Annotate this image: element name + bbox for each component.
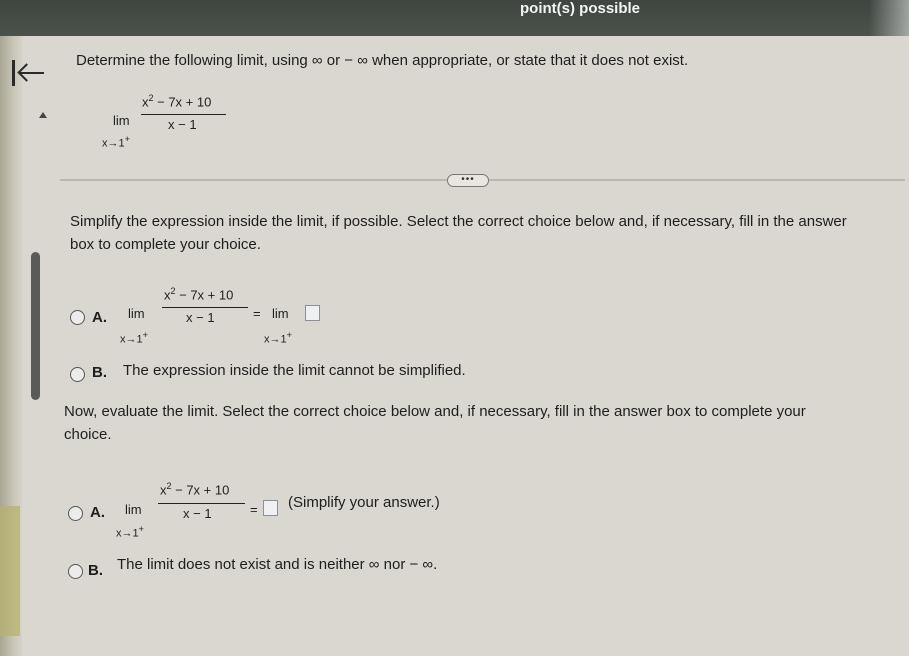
lim-word: lim [128,306,145,321]
lim-word: lim [113,113,130,128]
lim-subscript: x→1+ [102,134,130,150]
fraction-denominator: x − 1 [186,310,215,325]
part2-instruction-line1: Now, evaluate the limit. Select the correct choice below and, if necessary, fill in the answer box to complete your [64,403,806,420]
part1-option-a-radio[interactable] [70,310,85,325]
caret-up-icon[interactable] [39,112,47,118]
more-button[interactable]: ••• [447,174,489,187]
fraction-denominator: x − 1 [168,117,197,132]
part2-option-b-letter: B. [88,562,103,579]
part1-instruction-line2: box to complete your choice. [70,236,261,253]
part1-option-b-letter: B. [92,364,107,381]
part2-answer-box[interactable] [263,500,278,516]
lim-word: lim [125,502,142,517]
part1-answer-box[interactable] [305,305,320,321]
part2-option-a-letter: A. [90,504,105,521]
lim-subscript: x→1+ [116,524,144,540]
question-prompt: Determine the following limit, using ∞ or − ∞ when appropriate, or state that it does not exist. [76,52,689,69]
left-panel-highlight [0,506,20,636]
part2-option-a-radio[interactable] [68,506,83,521]
part2-instruction-line2: choice. [64,426,112,443]
part2-option-b-radio[interactable] [68,564,83,579]
fraction-bar [141,114,226,115]
fraction-numerator: $x^2 - 7x + 10$ [142,93,212,110]
equals-sign: = [253,306,261,321]
fraction-bar [158,503,245,504]
lim-word-right: lim [272,306,289,321]
part2-option-b-text: The limit does not exist and is neither ∞ nor − ∞. [117,556,438,573]
part1-option-b-radio[interactable] [70,367,85,382]
lim-subscript: x→1+ [120,330,148,346]
part1-instruction-line1: Simplify the expression inside the limit, if possible. Select the correct choice below and, if necessary, fill in the answer [70,213,847,230]
top-bar [0,0,909,36]
part1-option-b-text: The expression inside the limit cannot be simplified. [123,362,466,379]
scrollbar-thumb[interactable] [31,252,40,400]
part1-option-a-letter: A. [92,309,107,326]
lim-subscript-right: x→1+ [264,330,292,346]
points-label: point(s) possible [520,0,640,17]
fraction-numerator: $x^2 - 7x + 10$ [164,286,234,303]
part2-option-a-hint: (Simplify your answer.) [288,494,440,511]
equals-sign: = [250,502,258,517]
fraction-denominator: x − 1 [183,506,212,521]
fraction-numerator: $x^2 - 7x + 10$ [160,481,230,498]
left-panel-edge [0,36,22,656]
collapse-arrow-icon[interactable] [10,60,44,86]
top-bar-shade [869,0,909,36]
fraction-bar [162,307,248,308]
